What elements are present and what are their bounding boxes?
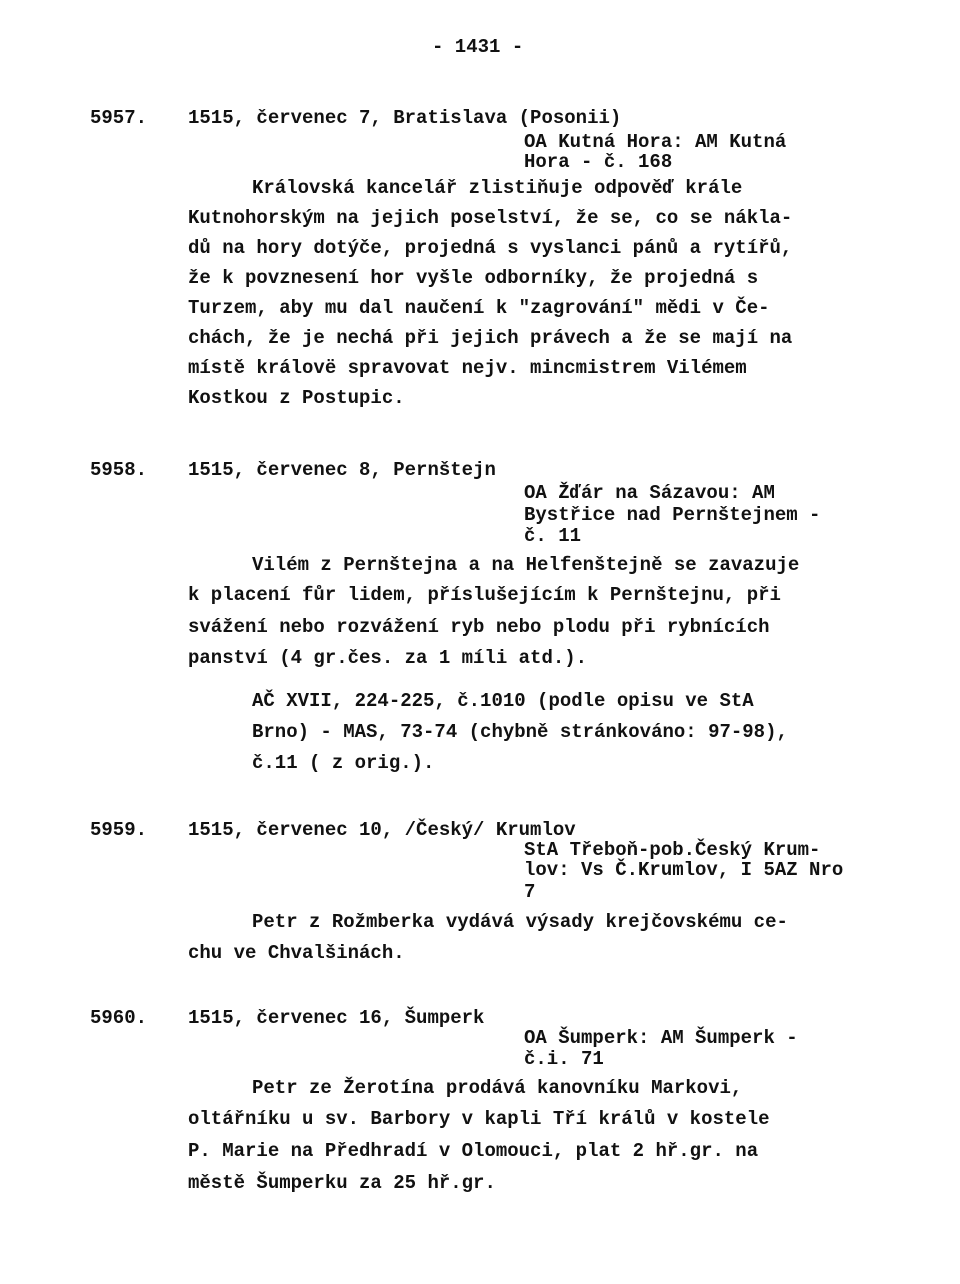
entry-source-line: OA Šumperk: AM Šumperk - (524, 1027, 798, 1049)
entry-text-line: panství (4 gr.čes. za 1 míli atd.). (188, 647, 588, 669)
page-number: - 1431 - (432, 36, 524, 58)
entry-text-line: oltářníku u sv. Barbory v kapli Tří králů v kostele (188, 1108, 770, 1130)
entry-source-line: StA Třeboň-pob.Český Krum- (524, 839, 821, 861)
entry-text-line: k placení fůr lidem, příslušejícím k Pernštejnu, při (188, 584, 781, 606)
entry-number: 5960. (90, 1007, 148, 1029)
entry-heading: 1515, červenec 10, /Český/ Krumlov (188, 819, 576, 841)
entry-source-line: lov: Vs Č.Krumlov, I 5AZ Nro (524, 859, 844, 881)
entry-text-line: P. Marie na Předhradí v Olomouci, plat 2 hř.gr. na (188, 1140, 759, 1162)
entry-reference-line: č.11 ( z orig.). (252, 752, 435, 774)
entry-heading: 1515, červenec 8, Pernštejn (188, 459, 496, 481)
entry-reference-line: AČ XVII, 224-225, č.1010 (podle opisu ve StA (252, 690, 754, 712)
entry-text-line: Kostkou z Postupic. (188, 387, 405, 409)
entry-number: 5957. (90, 107, 148, 129)
entry-text-line: chách, že je nechá při jejich právech a že se mají na (188, 327, 793, 349)
entry-text-line: Petr ze Žerotína prodává kanovníku Markovi, (252, 1077, 743, 1099)
entry-source-line: Hora - č. 168 (524, 151, 673, 173)
entry-reference-line: Brno) - MAS, 73-74 (chybně stránkováno: 97-98), (252, 721, 788, 743)
entry-source-line: č.i. 71 (524, 1048, 604, 1070)
entry-heading: 1515, červenec 7, Bratislava (Posonii) (188, 107, 622, 129)
entry-heading: 1515, červenec 16, Šumperk (188, 1007, 485, 1029)
entry-source-line: č. 11 (524, 525, 582, 547)
entry-number: 5959. (90, 819, 148, 841)
entry-text-line: místě královë spravovat nejv. mincmistrem Vilémem (188, 357, 747, 379)
entry-source-line: OA Žďár na Sázavou: AM (524, 482, 775, 504)
entry-number: 5958. (90, 459, 148, 481)
entry-text-line: Vilém z Pernštejna a na Helfenštejně se zavazuje (252, 554, 800, 576)
entry-source-line: 7 (524, 881, 536, 903)
entry-text-line: že k povznesení hor vyšle odborníky, že projedná s (188, 267, 759, 289)
entry-text-line: svážení nebo rozvážení ryb nebo plodu při rybnících (188, 616, 770, 638)
entry-text-line: Turzem, aby mu dal naučení k "zagrování" mědi v Če- (188, 297, 770, 319)
entry-source-line: OA Kutná Hora: AM Kutná (524, 131, 787, 153)
entry-text-line: dů na hory dotýče, projedná s vyslanci pánů a rytířů, (188, 237, 793, 259)
entry-source-line: Bystřice nad Pernštejnem - (524, 504, 821, 526)
entry-text-line: chu ve Chvalšinách. (188, 942, 405, 964)
entry-text-line: Petr z Rožmberka vydává výsady krejčovskému ce- (252, 911, 788, 933)
entry-text-line: městě Šumperku za 25 hř.gr. (188, 1172, 496, 1194)
entry-text-line: Královská kancelář zlistiňuje odpověď krále (252, 177, 743, 199)
entry-text-line: Kutnohorským na jejich poselství, že se, co se nákla- (188, 207, 793, 229)
